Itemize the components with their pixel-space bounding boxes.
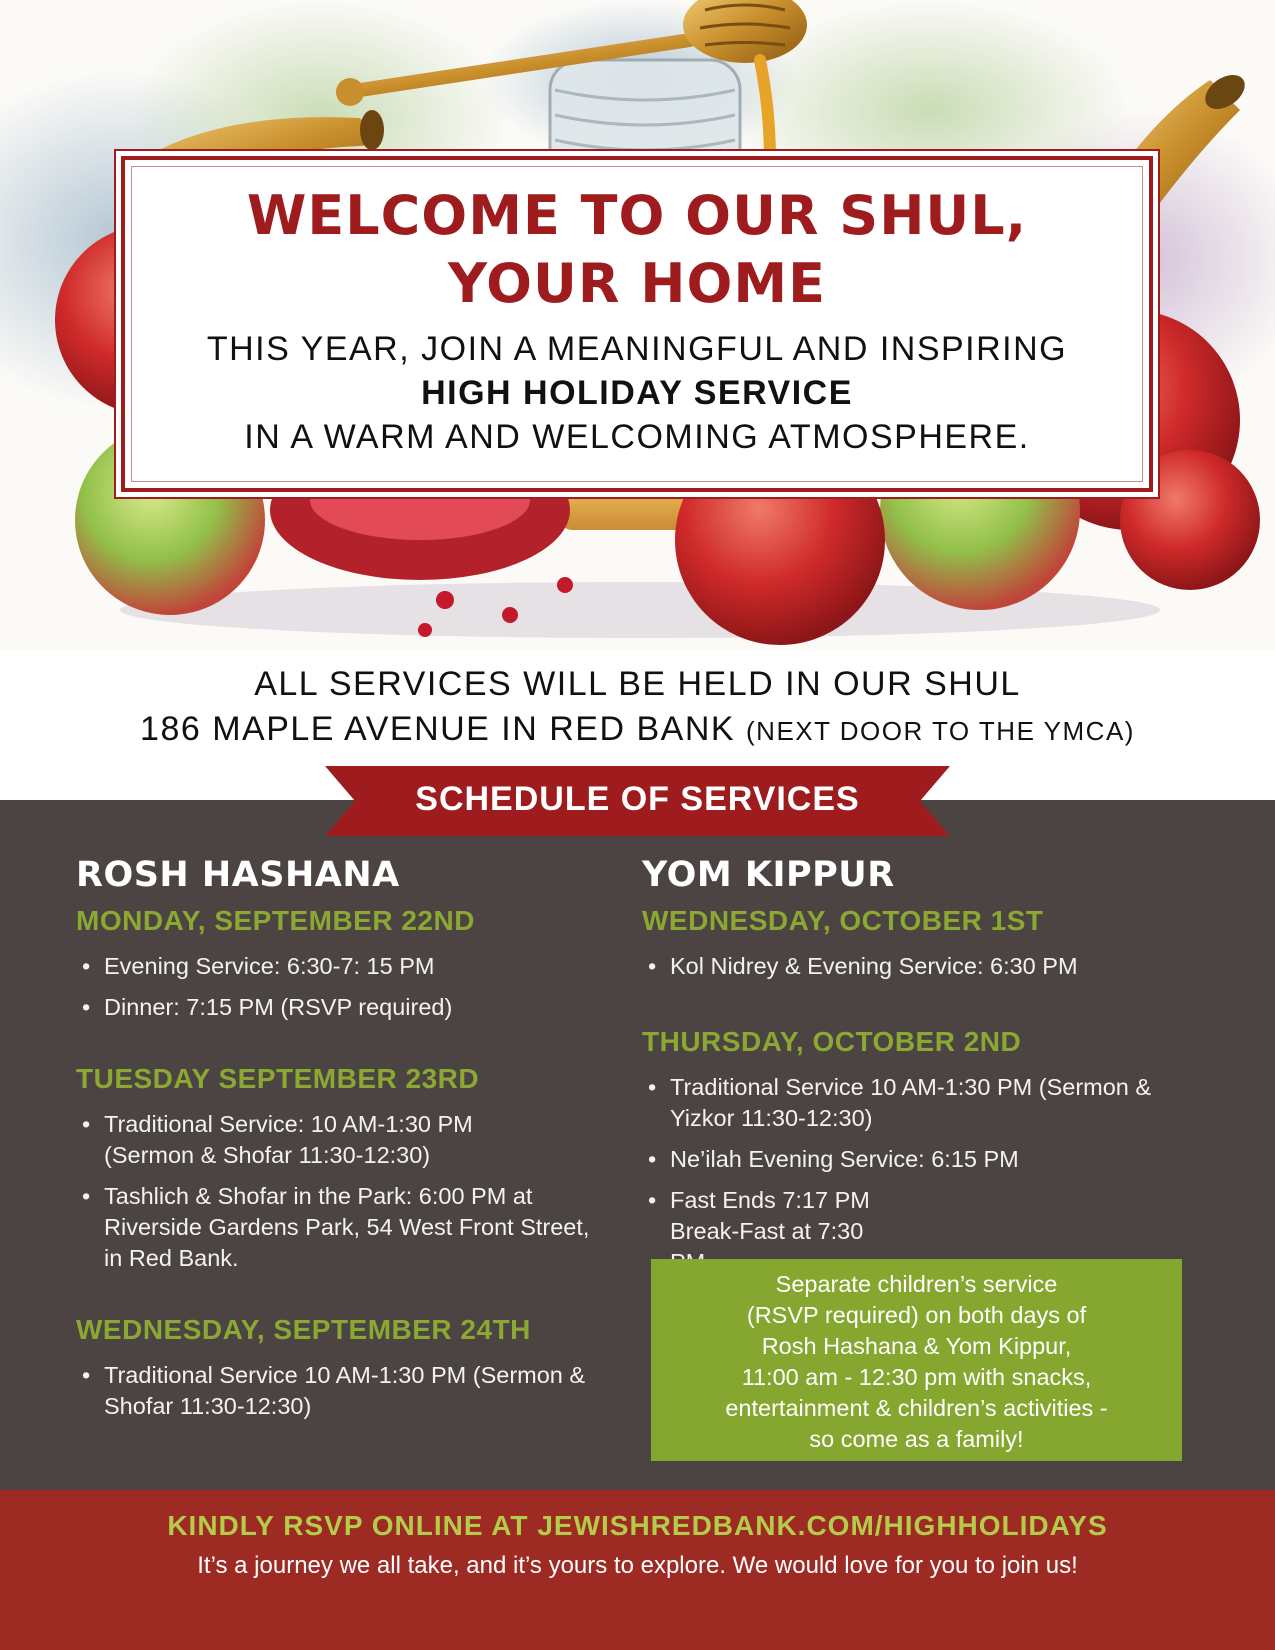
service-list	[642, 951, 1202, 982]
welcome-subtitle-line2: HIGH HOLIDAY SERVICE	[421, 374, 853, 412]
welcome-title-line2: YOUR HOME	[447, 252, 827, 315]
day-heading: MONDAY, SEPTEMBER 22ND	[76, 905, 475, 936]
list-item: • Tashlich & Shofar in the Park: 6:00 PM at Riverside Gardens Park, 54 West Front Street, in Red Bank.	[82, 1183, 590, 1271]
yom-kippur-column	[642, 855, 1202, 1288]
children-service-note	[651, 1259, 1182, 1461]
location-note: (NEXT DOOR TO THE YMCA)	[746, 716, 1135, 746]
hero-illustration	[0, 0, 1275, 650]
list-item: • Fast Ends 7:17 PM Break-Fast at 7:30	[648, 1187, 870, 1244]
schedule-banner	[325, 766, 950, 836]
welcome-title-line1: WELCOME TO OUR SHUL,	[246, 184, 1028, 247]
note-line: so come as a family!	[809, 1426, 1024, 1452]
list-item: • Dinner: 7:15 PM (RSVP required)	[82, 994, 453, 1020]
schedule-banner-title: SCHEDULE OF SERVICES	[415, 780, 860, 818]
footer	[0, 1490, 1275, 1650]
day-heading: TUESDAY SEPTEMBER 23RD	[76, 1063, 480, 1094]
note-line: 11:00 am - 12:30 pm with snacks,	[741, 1364, 1092, 1390]
list-item: • Evening Service: 6:30-7: 15 PM	[82, 953, 435, 979]
day-heading: WEDNESDAY, OCTOBER 1ST	[642, 905, 1044, 936]
list-item: • Traditional Service 10 AM-1:30 PM (Sermon & Yizkor 11:30-12:30)	[648, 1074, 1152, 1131]
rosh-hashana-column	[76, 855, 626, 1432]
list-item: • Traditional Service: 10 AM-1:30 PM (Sermon & Shofar 11:30-12:30)	[82, 1111, 473, 1168]
note-line: Separate children’s service	[775, 1271, 1058, 1297]
day-heading: THURSDAY, OCTOBER 2ND	[642, 1026, 1022, 1057]
service-list	[642, 1072, 1202, 1278]
note-line: (RSVP required) on both days of	[746, 1302, 1087, 1328]
holiday-title: YOM KIPPUR	[642, 855, 895, 895]
service-list	[76, 1109, 626, 1274]
list-item: • Ne’ilah Evening Service: 6:15 PM	[648, 1146, 1019, 1172]
note-line: entertainment & children’s activities -	[725, 1395, 1108, 1421]
list-item: • Kol Nidrey & Evening Service: 6:30 PM	[648, 953, 1078, 979]
day-heading: WEDNESDAY, SEPTEMBER 24TH	[76, 1314, 531, 1345]
list-item: • Traditional Service 10 AM-1:30 PM (Sermon & Shofar 11:30-12:30)	[82, 1362, 586, 1419]
note-line: Rosh Hashana & Yom Kippur,	[761, 1333, 1072, 1359]
service-list	[76, 1360, 626, 1422]
holiday-title: ROSH HASHANA	[76, 855, 400, 895]
location-address: 186 MAPLE AVENUE IN RED BANK	[140, 710, 736, 748]
welcome-subtitle-line3: IN A WARM AND WELCOMING ATMOSPHERE.	[244, 418, 1030, 456]
service-list	[76, 951, 626, 1023]
location-line2	[0, 710, 1275, 749]
welcome-subtitle-line1: THIS YEAR, JOIN A MEANINGFUL AND INSPIRING	[206, 330, 1068, 368]
rsvp-link[interactable]: KINDLY RSVP ONLINE AT JEWISHREDBANK.COM/HIGHHOLIDAYS	[167, 1510, 1108, 1541]
welcome-card	[121, 156, 1153, 492]
footer-tagline: It’s a journey we all take, and it’s yours to explore. We would love for you to join us!	[197, 1552, 1078, 1579]
location-line1: ALL SERVICES WILL BE HELD IN OUR SHUL	[254, 665, 1021, 703]
